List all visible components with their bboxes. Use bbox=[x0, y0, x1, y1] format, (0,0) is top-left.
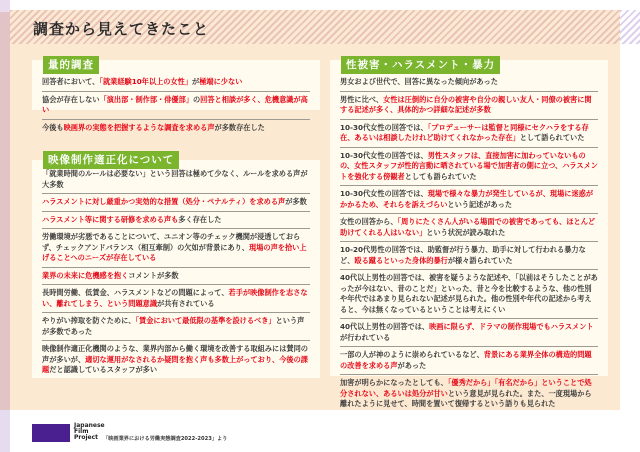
list-item bbox=[42, 229, 310, 268]
main-panel bbox=[10, 10, 620, 410]
quantitative-badge: 量的調査 bbox=[43, 56, 99, 74]
body-text: 女性の回答から、 bbox=[340, 217, 398, 226]
body-text: 加害が明らかになったとしても、 bbox=[340, 378, 448, 387]
body-text: 「就業時間のルールは必要ない」という回答は極めて少なく、ルールを求める声が大多数 bbox=[42, 169, 308, 189]
body-text: があった bbox=[397, 360, 427, 370]
list-item bbox=[42, 120, 310, 137]
highlight-text: 背景にある業界全体の構造的問題の改善を求める声 bbox=[340, 350, 592, 370]
body-text: という意見が見られた。また、一度現場から離れたように見せて、時間を置いて復帰するという語りも見られた bbox=[340, 388, 592, 408]
highlight-text: 適切な運用がなされるか疑問を抱く声も多数上がっており、今後の課題 bbox=[42, 354, 308, 374]
highlight-text: 「プロデューサーは監督と同様にセクハラをする存在、あるいは相談したけれど助けてくれなかった存在」 bbox=[340, 122, 589, 142]
list-item bbox=[42, 268, 310, 286]
list-item bbox=[340, 214, 598, 242]
body-text: が様々語られていた bbox=[447, 255, 513, 265]
highlight-text: 男性スタッフは、直接加害に加わっていないものの、女性スタッフが性的言動に晒されている場で加害者の側に立つ、ハラスメントを強化する傍観者 bbox=[340, 150, 598, 181]
left-strip-top bbox=[0, 0, 10, 12]
production-badge: 映像制作適正化について bbox=[43, 151, 179, 169]
body-text: 多く存在した bbox=[178, 214, 222, 224]
highlight-text: 映画に限らず、ドラマの制作現場でもハラスメント bbox=[429, 322, 594, 331]
list-item bbox=[42, 166, 310, 194]
highlight-text: 若手が映像制作を志さない、離れてしまう、という問題意識 bbox=[42, 288, 308, 308]
list-item bbox=[340, 270, 598, 319]
logo-line-2: Film bbox=[74, 428, 89, 435]
highlight-text: 女性は圧倒的に自分の被害や自分の親しい友人・同僚の被害に関する記述が多く、具体的かつ詳細な記述が多数 bbox=[340, 94, 592, 114]
production-list bbox=[42, 166, 310, 379]
harassment-badge: 性被害・ハラスメント・暴力 bbox=[341, 56, 500, 74]
body-text: 10-20代男性の回答では、助監督が行う暴力、助手に対して行われる暴力など、 bbox=[340, 245, 586, 265]
highlight-text: 現場の声を拾い上げることへのニーズが存在している bbox=[42, 242, 307, 262]
list-item bbox=[340, 375, 598, 413]
body-text: 回答者において、 bbox=[42, 77, 100, 86]
body-text: の bbox=[192, 94, 201, 104]
logo-line-3: Project bbox=[74, 434, 99, 441]
body-text: 一部の人が神のように崇められているなど、 bbox=[340, 350, 484, 359]
body-text: コメントが多数 bbox=[128, 270, 179, 280]
list-item bbox=[340, 347, 598, 375]
body-text: 40代以上男性の回答では、被害を疑うような記述や、「以前はそうしたことがあったが今はない、昔のことだ」といった、昔と今を比較するような、他の性別や年代ではあまり見られない記述が見られた。他の性別や年代の記述から考えると、今は無くなっているということは考えにくい bbox=[340, 273, 598, 314]
highlight-text: ハラスメント等に関する研修を求める声も bbox=[42, 214, 179, 224]
highlight-text: 回答と相談が多く、危機意識が高い bbox=[42, 94, 308, 114]
quantitative-list bbox=[42, 74, 310, 136]
body-text: 協会が存在しない bbox=[42, 94, 100, 104]
list-item bbox=[340, 186, 598, 214]
body-text: 10-30代女性の回答では、 bbox=[340, 189, 428, 198]
body-text: として語られていた bbox=[519, 133, 585, 142]
body-text: が共有されている bbox=[157, 298, 215, 308]
body-text: という記述があった bbox=[447, 199, 513, 209]
highlight-text: 「周りにたくさん人がいる場面での被害であっても、ほとんど助けてくれる人はいない」 bbox=[340, 217, 596, 237]
body-text: という声が多数であった bbox=[42, 316, 305, 336]
right-header-stripes bbox=[620, 10, 640, 44]
list-item bbox=[340, 319, 598, 347]
body-text: が多数存在した bbox=[214, 122, 265, 132]
highlight-text: 映画界の実態を把握するような調査を求める声 bbox=[63, 122, 215, 132]
watermark: B bbox=[598, 432, 607, 446]
left-strip-bottom bbox=[0, 410, 10, 452]
body-text: 10-30代女性の回答では、 bbox=[340, 150, 428, 160]
list-item bbox=[340, 148, 598, 187]
body-text: だと認識しているスタッフが多い bbox=[49, 365, 158, 374]
logo-line-1: Japanese bbox=[74, 422, 105, 429]
body-text: 労働環境が劣悪であることについて、ユニオン等のチェック機関が浸透しておらず、チェックアンドバランス（相互牽制）の欠如が背景にあり、 bbox=[42, 232, 301, 252]
body-text: 10-30代女性の回答では、 bbox=[340, 122, 428, 132]
highlight-text: 極端に少ない bbox=[199, 77, 243, 86]
body-text: やりがい搾取を防ぐために、 bbox=[42, 316, 136, 325]
body-text: 長時間労働、低賃金、ハラスメントなどの問題によって、 bbox=[42, 288, 229, 297]
list-item bbox=[42, 194, 310, 212]
body-text: が行われている bbox=[340, 332, 391, 342]
list-item bbox=[42, 341, 310, 379]
list-item bbox=[340, 92, 598, 120]
highlight-text: 現場で様々な暴力が発生しているが、現場に迷惑がかかるため、それらを訴えづらい bbox=[340, 189, 594, 209]
source-citation: 「映画業界における労働実態調査2022-2023」より bbox=[103, 436, 228, 442]
logo-wordmark bbox=[74, 423, 105, 441]
list-item bbox=[42, 212, 310, 230]
highlight-text: 業界の未来に危機感を抱く bbox=[42, 270, 129, 280]
japanese-film-project-logo bbox=[32, 424, 70, 442]
highlight-text: 「賃金において最低限の基準を設けるべき」 bbox=[135, 316, 276, 325]
highlight-text: 殴る蹴るといった身体的暴行 bbox=[354, 255, 448, 265]
body-text: 映像制作適正化機関のような、業界内部から働く環境を改善する取組みには賛同の声が多いが、 bbox=[42, 344, 308, 364]
body-text: という状況が読み取れた bbox=[426, 227, 506, 237]
list-item bbox=[42, 285, 310, 313]
list-item bbox=[340, 74, 598, 92]
highlight-text: 「演出部・制作部・俳優部」 bbox=[99, 94, 193, 104]
body-text: 40代以上男性の回答では、 bbox=[340, 322, 430, 331]
highlight-text: 「優秀だから」「有名だから」ということで処分されない、あるいは処分が甘い bbox=[340, 378, 592, 398]
body-text: が bbox=[192, 77, 200, 86]
body-text: 男女および世代で、回答に異なった傾向があった bbox=[340, 77, 498, 86]
list-item bbox=[42, 74, 310, 92]
list-item bbox=[340, 120, 598, 148]
left-decorative-strip bbox=[0, 0, 10, 452]
highlight-text: 「就業経験10年以上の女性」 bbox=[99, 77, 193, 86]
list-item bbox=[42, 92, 310, 120]
body-text: が多数 bbox=[285, 197, 307, 206]
body-text: としても語られていた bbox=[404, 171, 477, 181]
page-title: 調査から見えてきたこと bbox=[33, 20, 210, 38]
harassment-list bbox=[340, 74, 598, 413]
body-text: 今後も bbox=[42, 122, 64, 132]
highlight-text: ハラスメントに対し厳重かつ実効的な措置（処分・ペナルティ）を求める声 bbox=[42, 197, 286, 206]
list-item bbox=[340, 242, 598, 270]
body-text: 男性に比べ、 bbox=[340, 94, 384, 104]
list-item bbox=[42, 313, 310, 341]
